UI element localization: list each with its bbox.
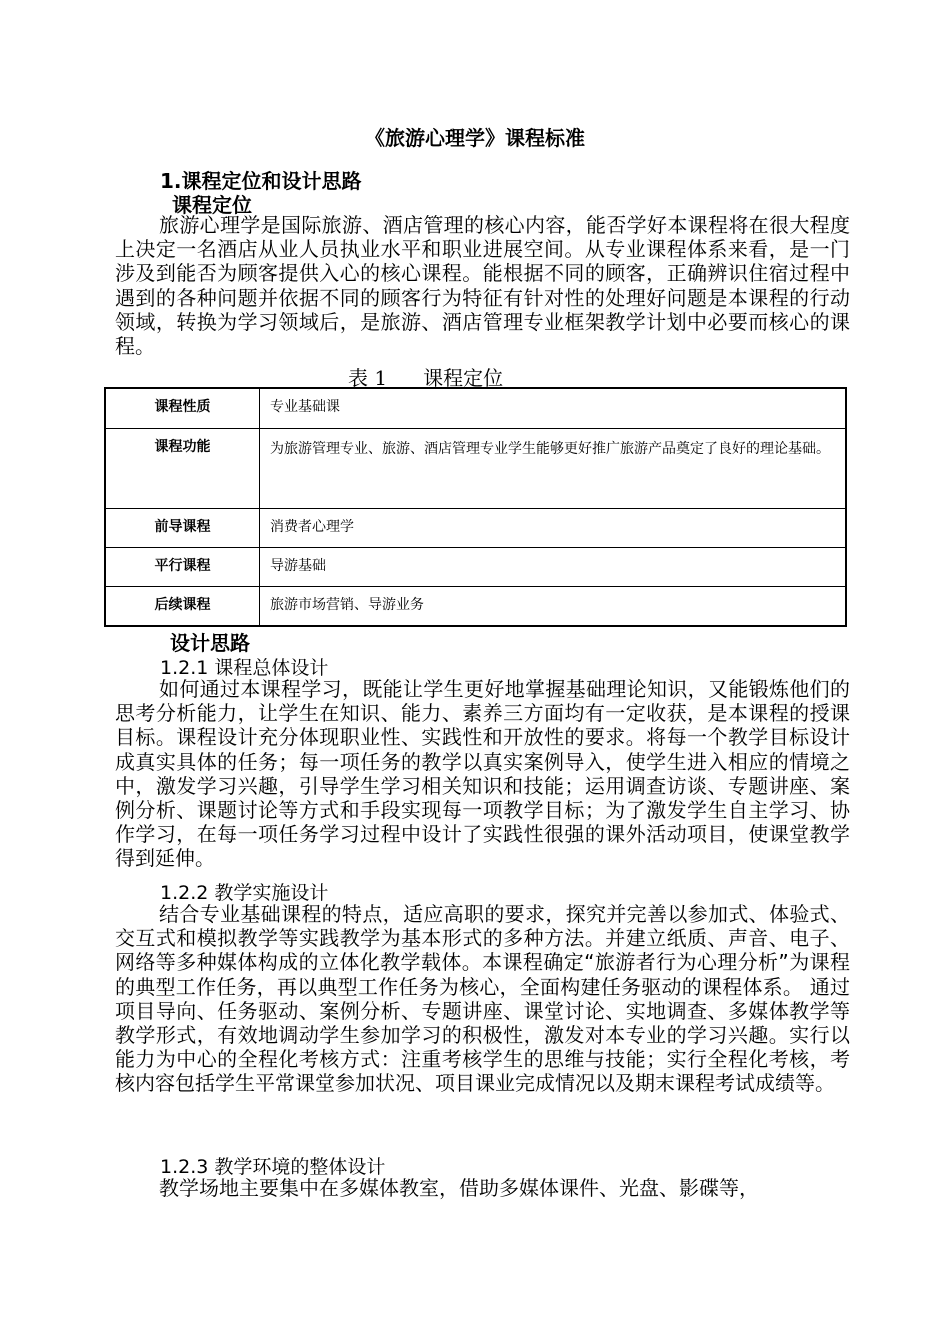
table-row — [105, 547, 846, 586]
table-key-cell: 平行课程 — [105, 547, 260, 586]
table-key-cell: 前导课程 — [105, 508, 260, 547]
paragraph-course-positioning: 旅游心理学是国际旅游、酒店管理的核心内容，能否学好本课程将在很大程度上决定一名酒店从业人员执业水平和职业进展空间。从专业课程体系来看，是一门涉及到能否为顾客提供入心的核心课程。能根据不同的顾客，正确辨识住宿过程中遇到的各种问题并依据不同的顾客行为特征有针对性的处理好问题是本课程的行动领域，转换为学习领域后，是旅游、酒店管理专业框架教学计划中必要而核心的课程。 — [115, 213, 850, 359]
document-title: 《旅游心理学》课程标准 — [365, 126, 585, 150]
section-heading-1: 1.课程定位和设计思路 — [160, 169, 362, 193]
course-positioning-table — [104, 387, 847, 627]
table-row — [105, 586, 846, 626]
table-key-cell: 后续课程 — [105, 586, 260, 626]
table-value-cell: 为旅游管理专业、旅游、酒店管理专业学生能够更好推广旅游产品奠定了良好的理论基础。 — [260, 428, 847, 508]
table-row — [105, 428, 846, 508]
table-value-cell: 消费者心理学 — [260, 508, 847, 547]
heading-1-2-1: 1.2.1 课程总体设计 — [160, 657, 329, 679]
table-caption-number: 表 1 — [348, 366, 388, 390]
table-row — [105, 388, 846, 428]
table-caption-text: 课程定位 — [423, 366, 504, 390]
table-value-cell: 专业基础课 — [260, 388, 847, 428]
heading-1-2-3: 1.2.3 教学环境的整体设计 — [160, 1156, 386, 1178]
paragraph-1-2-1: 如何通过本课程学习，既能让学生更好地掌握基础理论知识，又能锻炼他们的思考分析能力，让学生在知识、能力、素养三方面均有一定收获，是本课程的授课目标。课程设计充分体现职业性、实践性和开放性的要求。将每一个教学目标设计成真实具体的任务；每一项任务的教学以真实案例导入，使学生进入相应的情境之中，激发学习兴趣，引导学生学习相关知识和技能；运用调查访谈、专题讲座、案例分析、课题讨论等方式和手段实现每一项教学目标；为了激发学生自主学习、协作学习，在每一项任务学习过程中设计了实践性很强的课外活动项目，使课堂教学得到延伸。 — [115, 677, 850, 871]
table-key-cell: 课程功能 — [105, 428, 260, 508]
subheading-design-ideas: 设计思路 — [170, 631, 250, 655]
table-value-cell: 导游基础 — [260, 547, 847, 586]
heading-1-2-2: 1.2.2 教学实施设计 — [160, 882, 329, 904]
paragraph-1-2-2: 结合专业基础课程的特点，适应高职的要求，探究并完善以参加式、体验式、交互式和模拟教学等实践教学为基本形式的多种方法。并建立纸质、声音、电子、网络等多种媒体构成的立体化教学载体。本课程确定“旅游者行为心理分析”为课程的典型工作任务，再以典型工作任务为核心，全面构建任务驱动的课程体系。 通过项目导向、任务驱动、案例分析、专题讲座、课堂讨论、实地调查、多媒体教学等教学形式，有效地调动学生参加学习的积极性，激发对本专业的学习兴趣。实行以能力为中心的全程化考核方式：注重考核学生的思维与技能；实行全程化考核，考核内容包括学生平常课堂参加状况、项目课业完成情况以及期末课程考试成绩等。 — [115, 902, 850, 1096]
table-key-cell: 课程性质 — [105, 388, 260, 428]
table-value-cell: 旅游市场营销、导游业务 — [260, 586, 847, 626]
table-row — [105, 508, 846, 547]
paragraph-1-2-3: 教学场地主要集中在多媒体教室，借助多媒体课件、光盘、影碟等， — [159, 1176, 759, 1200]
subheading-course-positioning: 课程定位 — [172, 193, 252, 217]
